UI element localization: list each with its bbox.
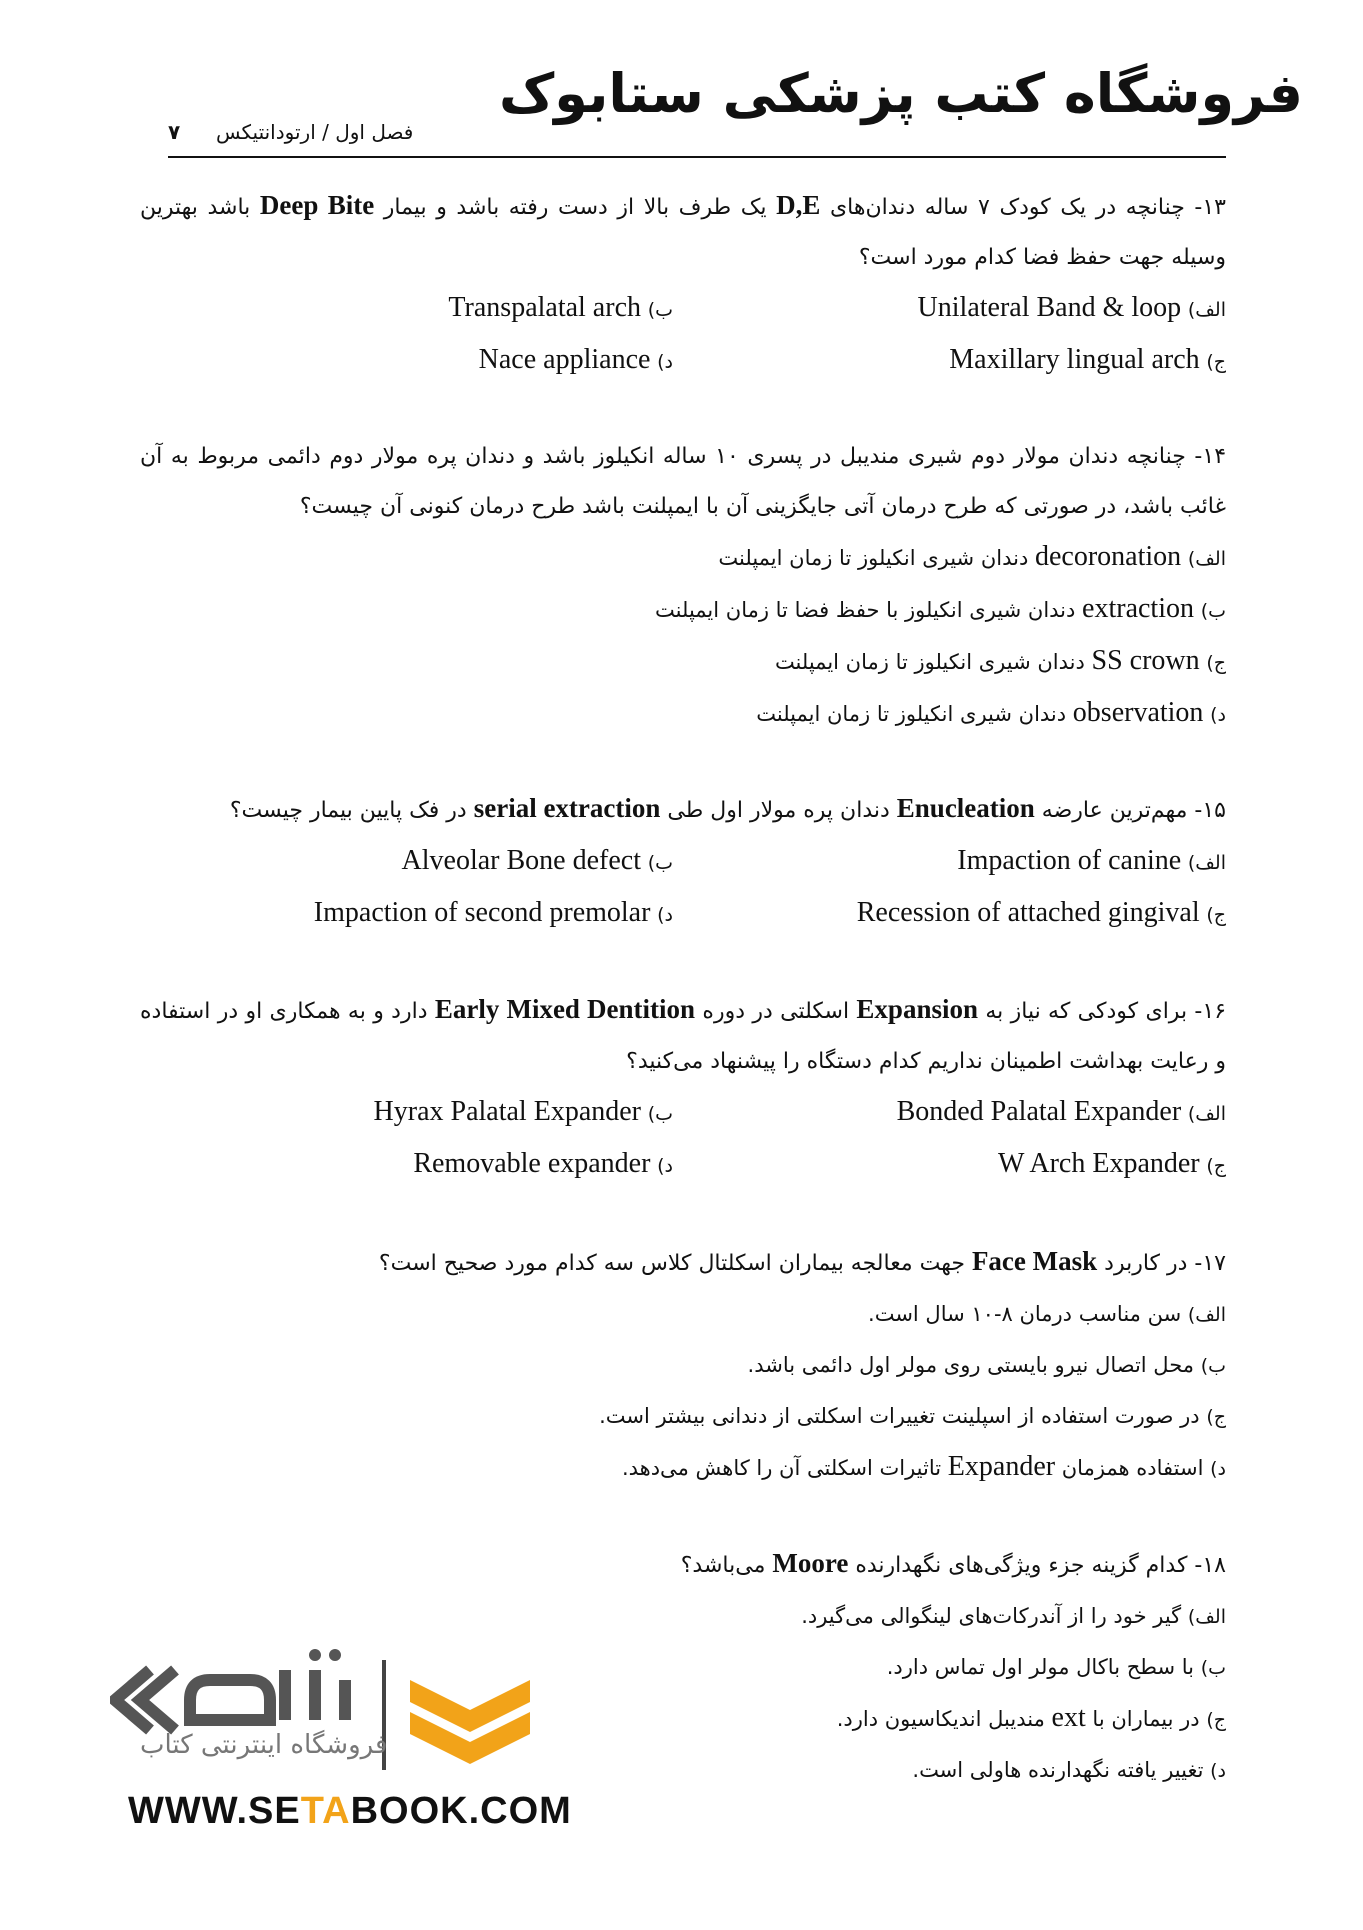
option-d[interactable]: د) استفاده همزمان Expander تاثیرات اسکلتی آن را کاهش می‌دهد. xyxy=(621,1451,1226,1482)
option-a[interactable]: الف) decoronation دندان شیری انکیلوز تا زمان ایمپلنت xyxy=(718,541,1226,572)
option-c[interactable]: ج) Recession of attached gingival xyxy=(856,897,1226,928)
question-16 xyxy=(140,984,1226,1191)
option-c[interactable]: ج) SS crown دندان شیری انکیلوز تا زمان ایمپلنت xyxy=(774,645,1226,676)
question-13-text: ۱۳- چنانچه در یک کودک ۷ ساله دندان‌های D,E یک طرف بالا از دست رفته باشد و بیمار Deep Bite باشد بهترین وسیله جهت حفظ فضا کدام مورد است؟ xyxy=(140,190,1226,270)
option-d[interactable]: د) Removable expander xyxy=(413,1148,673,1179)
option-a[interactable]: الف) سن مناسب درمان ۸-۱۰ سال است. xyxy=(868,1302,1226,1326)
option-c[interactable]: ج) در صورت استفاده از اسپلینت تغییرات اسکلتی از دندانی بیشتر است. xyxy=(599,1404,1226,1428)
option-a[interactable]: الف) Impaction of canine xyxy=(957,845,1226,876)
question-15 xyxy=(140,783,1226,940)
option-b[interactable]: ب) با سطح باکال مولر اول تماس دارد. xyxy=(886,1655,1226,1679)
chapter-label: فصل اول / ارتودانتیکس xyxy=(216,120,414,144)
option-b[interactable]: ب) extraction دندان شیری انکیلوز با حفظ فضا تا زمان ایمپلنت xyxy=(655,593,1226,624)
logo-url[interactable]: WWW.SETABOOK.COM xyxy=(128,1790,572,1832)
option-d[interactable]: د) Impaction of second premolar xyxy=(313,897,673,928)
question-13-options xyxy=(140,283,1226,387)
question-17 xyxy=(140,1236,1226,1494)
option-d[interactable]: د) تغییر یافته نگهدارنده هاولی است. xyxy=(912,1758,1226,1782)
question-18-text: ۱۸- کدام گزینه جزء ویژگی‌های نگهدارنده Moore می‌باشد؟ xyxy=(680,1548,1226,1578)
option-b[interactable]: ب) محل اتصال نیرو بایستی روی مولر اول دائمی باشد. xyxy=(747,1353,1226,1377)
option-b[interactable]: ب) Transpalatal arch xyxy=(448,292,673,323)
question-17-text: ۱۷- در کاربرد Face Mask جهت معالجه بیماران اسکلتال کلاس سه کدام مورد صحیح است؟ xyxy=(378,1246,1226,1276)
question-13 xyxy=(140,180,1226,387)
option-a[interactable]: الف) Bonded Palatal Expander xyxy=(896,1096,1226,1127)
option-a[interactable]: الف) گیر خود را از آندرکات‌های لینگوالی می‌گیرد. xyxy=(801,1604,1226,1628)
option-b[interactable]: ب) Alveolar Bone defect xyxy=(401,845,673,876)
option-c[interactable]: ج) W Arch Expander xyxy=(997,1148,1226,1179)
question-14-options xyxy=(140,532,1226,740)
option-c[interactable]: ج) Maxillary lingual arch xyxy=(949,344,1226,375)
question-14-text: ۱۴- چنانچه دندان مولار دوم شیری مندیبل در پسری ۱۰ ساله انکیلوز باشد و دندان پره مولار دوم دائمی مربوط به آن غائب باشد، در صورتی که طرح درمان آتی جایگزینی آن با ایمپلنت باشد طرح درمان کنونی آن چیست؟ xyxy=(140,444,1227,519)
option-d[interactable]: د) observation دندان شیری انکیلوز تا زمان ایمپلنت xyxy=(756,697,1226,728)
logo-subtitle: فروشگاه اینترنتی کتاب xyxy=(140,1730,388,1760)
question-17-options xyxy=(140,1289,1226,1494)
question-14 xyxy=(140,432,1226,740)
option-d[interactable]: د) Nace appliance xyxy=(478,344,673,375)
question-15-options xyxy=(140,836,1226,940)
option-a[interactable]: الف) Unilateral Band & loop xyxy=(917,292,1226,323)
question-16-options xyxy=(140,1087,1226,1191)
site-title: فروشگاه کتب پزشکی ستابوک xyxy=(498,62,1303,125)
header-rule xyxy=(168,156,1226,158)
option-b[interactable]: ب) Hyrax Palatal Expander xyxy=(373,1096,673,1127)
question-15-text: ۱۵- مهم‌ترین عارضه Enucleation دندان پره مولار اول طی serial extraction در فک پایین بیمار چیست؟ xyxy=(229,793,1226,823)
question-16-text: ۱۶- برای کودکی که نیاز به Expansion اسکلتی در دوره Early Mixed Dentition دارد و به همکاری او در استفاده و رعایت بهداشت اطمینان نداریم کدام دستگاه را پیشنهاد می‌کنید؟ xyxy=(140,994,1227,1074)
page-number: ۷ xyxy=(168,120,181,144)
option-c[interactable]: ج) در بیماران با ext مندیبل اندیکاسیون دارد. xyxy=(836,1702,1226,1733)
